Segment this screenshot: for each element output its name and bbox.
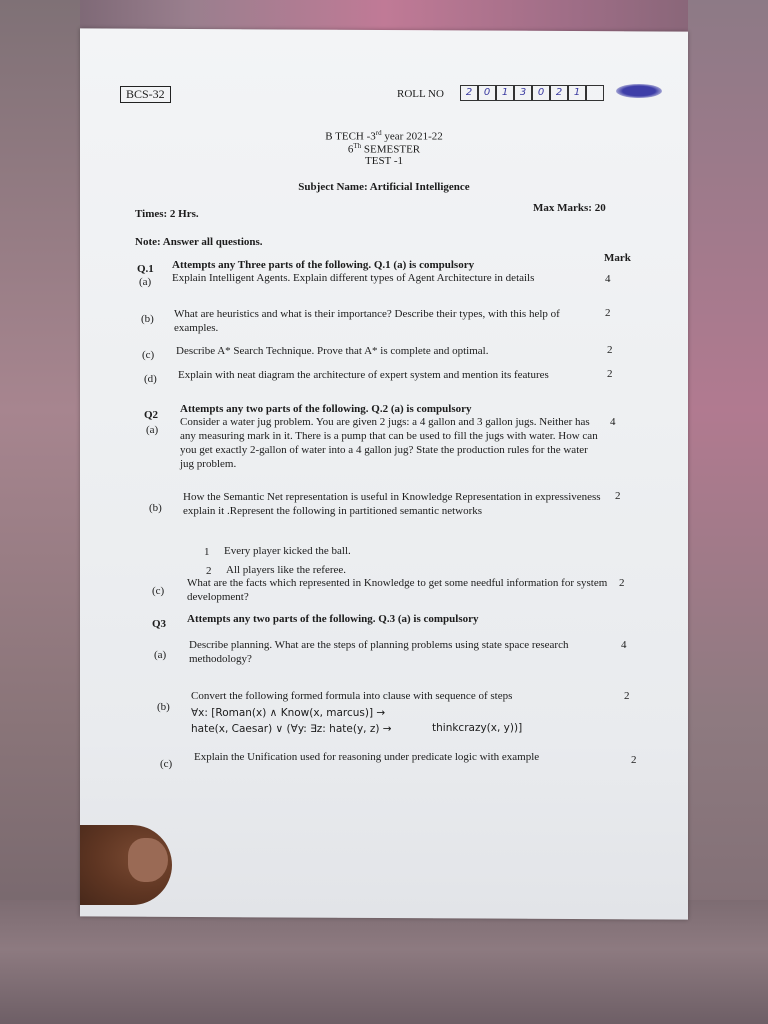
q1a-mark: 4	[605, 273, 611, 285]
q2-sub-num: 2	[206, 565, 212, 577]
max-marks: Max Marks: 20	[533, 202, 606, 214]
note: Note: Answer all questions.	[135, 236, 263, 248]
q1-title: Attempts any Three parts of the following. Q.1 (a) is compulsory	[172, 259, 475, 271]
q2b-text: How the Semantic Net representation is useful in Knowledge Representation in expressiveness explain it .Represent the following in partitioned semantic networks	[183, 491, 601, 517]
q2b-label: (b)	[149, 502, 162, 514]
q3c-mark: 2	[631, 754, 637, 766]
q2b-mark: 2	[615, 490, 621, 502]
ink-scribble	[616, 84, 662, 98]
q1d-label: (d)	[144, 373, 157, 385]
q2-sub-text: Every player kicked the ball.	[224, 545, 351, 557]
q3b-label: (b)	[157, 701, 170, 713]
q2a-label: (a)	[146, 424, 159, 436]
q1c-mark: 2	[607, 344, 613, 356]
roll-digit: 0	[478, 85, 496, 101]
q2c-mark: 2	[619, 577, 625, 589]
q3a-mark: 4	[621, 639, 627, 651]
q2-sub-num: 1	[204, 546, 210, 558]
roll-digit: 0	[532, 85, 550, 101]
roll-digit: 3	[514, 85, 532, 101]
roll-number-boxes	[460, 85, 604, 101]
q1b-mark: 2	[605, 307, 611, 319]
q2c-label: (c)	[152, 585, 165, 597]
q3-title: Attempts any two parts of the following. Q.3 (a) is compulsory	[187, 613, 479, 625]
time-allowed: Times: 2 Hrs.	[135, 208, 199, 220]
semester-line: 6Th SEMESTER	[347, 142, 421, 156]
q2-number: Q2	[144, 409, 159, 421]
q1a-label: (a)	[139, 276, 152, 288]
q3c-text: Explain the Unification used for reasoning under predicate logic with example	[194, 751, 540, 763]
roll-digit: 1	[568, 85, 586, 101]
q1d-mark: 2	[607, 368, 613, 380]
course-code: BCS-32	[120, 86, 171, 103]
q1b-label: (b)	[141, 313, 154, 325]
roll-label: ROLL NO	[397, 88, 444, 100]
q3b-mark: 2	[624, 690, 630, 702]
q1c-label: (c)	[142, 349, 155, 361]
roll-digit: 1	[496, 85, 514, 101]
subject-name: Subject Name: Artificial Intelligence	[298, 181, 470, 193]
q2a-text: Consider a water jug problem. You are given 2 jugs: a 4 gallon and 3 gallon jugs. Neither has any measuring mark in it. There is a pump that can be used to fill the jugs with water. How can you get exactly 2-gallon of water into a 4 gallon jug? State the production rules for the water jug problem.	[180, 416, 598, 470]
q3b-text: Convert the following formed formula into clause with sequence of steps	[191, 690, 513, 702]
q1b-text: What are heuristics and what is their importance? Describe their types, with this help of examples.	[174, 308, 560, 334]
q2-title: Attempts any two parts of the following. Q.2 (a) is compulsory	[180, 403, 472, 415]
q1a-text: Explain Intelligent Agents. Explain different types of Agent Architecture in details	[172, 272, 535, 284]
q2c-text: What are the facts which represented in Knowledge to get some needful information for system development?	[187, 577, 608, 603]
thumb-nail	[128, 838, 168, 882]
test-title: TEST -1	[365, 155, 403, 167]
q1c-text: Describe A* Search Technique. Prove that A* is complete and optimal.	[176, 345, 489, 357]
mark-header: Mark	[604, 252, 631, 264]
program-line: B TECH -3rd year 2021-22	[325, 129, 443, 143]
q2-sub-text: All players like the referee.	[226, 564, 347, 576]
q3b-formula-line1: ∀x: [Roman(x) ∧ Know(x, marcus)] →	[191, 707, 386, 719]
q1d-text: Explain with neat diagram the architecture of expert system and mention its features	[178, 369, 549, 381]
q3-number: Q3	[152, 618, 167, 630]
q3b-formula-tail: thinkcrazy(x, y))]	[432, 722, 523, 734]
q3c-label: (c)	[160, 758, 173, 770]
q1-number: Q.1	[137, 263, 154, 275]
q2a-mark: 4	[610, 416, 616, 428]
q3b-formula-line2: hate(x, Caesar) ∨ (∀y: ∃z: hate(y, z) →	[191, 723, 392, 735]
q3a-label: (a)	[154, 649, 167, 661]
roll-digit: 2	[550, 85, 568, 101]
roll-digit-blank	[586, 85, 604, 101]
q3a-text: Describe planning. What are the steps of planning problems using state space research methodology?	[189, 639, 569, 665]
roll-digit: 2	[460, 85, 478, 101]
